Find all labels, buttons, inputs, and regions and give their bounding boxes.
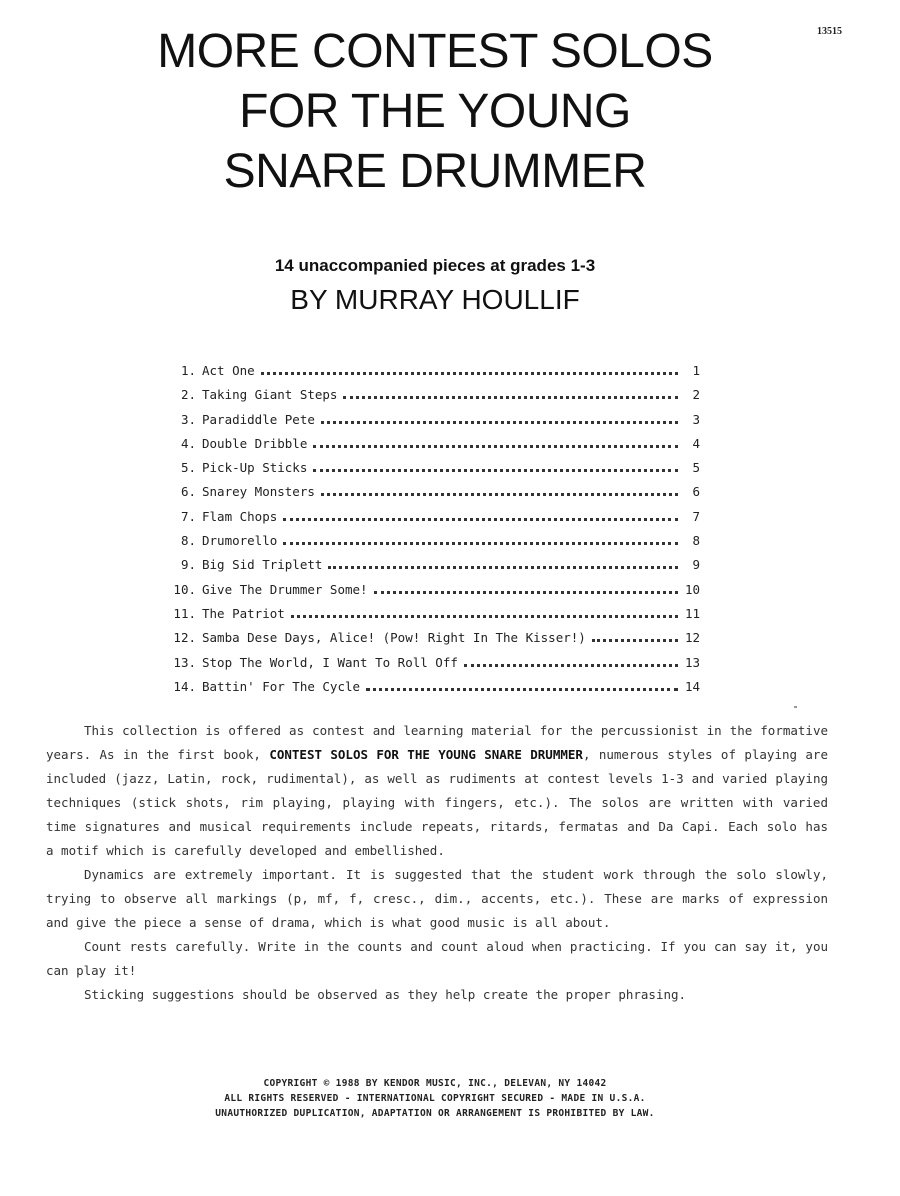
toc-entry xyxy=(160,358,700,382)
toc-title: Stop The World, I Want To Roll Off xyxy=(202,654,458,670)
title-line: FOR THE YOUNG xyxy=(239,85,631,138)
toc-leader-dots xyxy=(313,455,678,472)
toc-leader-dots xyxy=(321,479,678,496)
paragraph-text: Sticking suggestions should be observed as they help create the proper phrasing. xyxy=(84,987,687,1002)
toc-number: 2. xyxy=(180,387,196,403)
toc-leader-dots xyxy=(321,407,678,424)
toc-entry xyxy=(160,504,700,528)
introduction-text xyxy=(46,719,828,1007)
toc-entry xyxy=(160,577,700,601)
toc-page-number: 7 xyxy=(692,508,700,524)
copyright-line: ALL RIGHTS RESERVED - INTERNATIONAL COPYRIGHT SECURED - MADE IN U.S.A. xyxy=(224,1093,646,1104)
toc-title: Taking Giant Steps xyxy=(202,387,338,403)
toc-title: Samba Dese Days, Alice! (Pow! Right In The Kisser!) xyxy=(202,630,586,646)
toc-number: 3. xyxy=(180,411,196,427)
book-title xyxy=(0,22,870,202)
paragraph-text: Dynamics are extremely important. It is suggested that the student work through the solo slowly, trying to observe all markings (p, mf, f, cresc., dim., accents, etc.). These are marks of expression and give the piece a sense of drama, which is what good music is all about. xyxy=(46,867,828,930)
toc-page-number: 4 xyxy=(692,435,700,451)
toc-number: 8. xyxy=(180,533,196,549)
toc-title: Double Dribble xyxy=(202,435,308,451)
toc-leader-dots xyxy=(283,504,678,521)
toc-leader-dots xyxy=(261,358,678,375)
intro-paragraph xyxy=(46,719,828,863)
toc-number: 4. xyxy=(180,435,196,451)
copyright-line: COPYRIGHT © 1988 BY KENDOR MUSIC, INC., DELEVAN, NY 14042 xyxy=(263,1078,607,1089)
toc-page-number: 11 xyxy=(684,605,700,621)
toc-number: 1. xyxy=(180,363,196,378)
toc-title: Battin' For The Cycle xyxy=(202,678,361,694)
toc-leader-dots xyxy=(283,528,678,545)
toc-title: The Patriot xyxy=(202,605,285,621)
toc-leader-dots xyxy=(592,625,678,642)
intro-paragraph xyxy=(46,863,828,935)
toc-number: 9. xyxy=(180,557,196,573)
paragraph-text: , numerous styles of playing are included (jazz, Latin, rock, rudimental), as well as rudiments at contest levels 1-3 and varied playing techniques (stick shots, rim playing, playing with fingers, etc.). The solos are written with varied time signatures and musical requirements include repeats, ritards, fermatas and Da Capi. Each solo has a motif which is carefully developed and embellished. xyxy=(46,747,828,858)
toc-title: Act One xyxy=(202,363,255,378)
toc-title: Drumorello xyxy=(202,533,278,549)
title-line: SNARE DRUMMER xyxy=(223,145,647,198)
toc-entry xyxy=(160,552,700,576)
toc-page-number: 8 xyxy=(692,533,700,549)
toc-page-number: 1 xyxy=(692,363,700,378)
toc-page-number: 13 xyxy=(684,654,700,670)
toc-number: 10. xyxy=(173,581,196,597)
toc-entry xyxy=(160,601,700,625)
toc-leader-dots xyxy=(366,674,678,691)
paragraph-emphasis: CONTEST SOLOS FOR THE YOUNG SNARE DRUMMER xyxy=(269,747,583,762)
toc-entry xyxy=(160,674,700,698)
toc-leader-dots xyxy=(374,577,678,594)
toc-page-number: 3 xyxy=(692,411,700,427)
toc-title: Flam Chops xyxy=(202,508,278,524)
intro-paragraph xyxy=(46,935,828,983)
toc-page-number: 9 xyxy=(692,557,700,573)
copyright-notice xyxy=(0,1076,870,1121)
toc-page-number: 5 xyxy=(692,460,700,476)
toc-number: 13. xyxy=(173,654,196,670)
toc-entry xyxy=(160,431,700,455)
toc-number: 6. xyxy=(180,484,196,500)
book-subtitle: 14 unaccompanied pieces at grades 1-3 xyxy=(274,256,596,275)
copyright-line: UNAUTHORIZED DUPLICATION, ADAPTATION OR ARRANGEMENT IS PROHIBITED BY LAW. xyxy=(215,1108,655,1119)
toc-page-number: 2 xyxy=(692,387,700,403)
toc-title: Paradiddle Pete xyxy=(202,411,315,427)
paragraph-text: This collection is offered as contest and learning material for the percussionist in the formative years. As in the first book, xyxy=(46,723,828,762)
toc-leader-dots xyxy=(464,650,678,667)
title-line: MORE CONTEST SOLOS xyxy=(157,25,713,78)
toc-number: 5. xyxy=(180,460,196,476)
toc-title: Big Sid Triplett xyxy=(202,557,323,573)
book-author: BY MURRAY HOULLIF xyxy=(290,284,580,315)
print-speck xyxy=(794,706,797,708)
toc-number: 7. xyxy=(180,508,196,524)
toc-entry xyxy=(160,407,700,431)
table-of-contents xyxy=(160,358,700,698)
toc-page-number: 14 xyxy=(684,678,700,694)
catalog-number: 13515 xyxy=(817,26,842,37)
toc-entry xyxy=(160,650,700,674)
toc-number: 14. xyxy=(173,678,196,694)
toc-entry xyxy=(160,455,700,479)
paragraph-text: Count rests carefully. Write in the counts and count aloud when practicing. If you can say it, you can play it! xyxy=(46,939,828,978)
toc-number: 11. xyxy=(173,605,196,621)
toc-page-number: 6 xyxy=(692,484,700,500)
toc-entry xyxy=(160,479,700,503)
toc-leader-dots xyxy=(343,382,678,399)
toc-entry xyxy=(160,528,700,552)
toc-number: 12. xyxy=(173,630,196,646)
intro-paragraph xyxy=(46,983,828,1007)
toc-title: Snarey Monsters xyxy=(202,484,315,500)
toc-title: Give The Drummer Some! xyxy=(202,581,368,597)
toc-entry xyxy=(160,625,700,649)
toc-leader-dots xyxy=(291,601,678,618)
toc-entry xyxy=(160,382,700,406)
toc-page-number: 12 xyxy=(684,630,700,646)
toc-title: Pick-Up Sticks xyxy=(202,460,308,476)
toc-leader-dots xyxy=(328,552,678,569)
toc-leader-dots xyxy=(313,431,678,448)
toc-page-number: 10 xyxy=(684,581,700,597)
